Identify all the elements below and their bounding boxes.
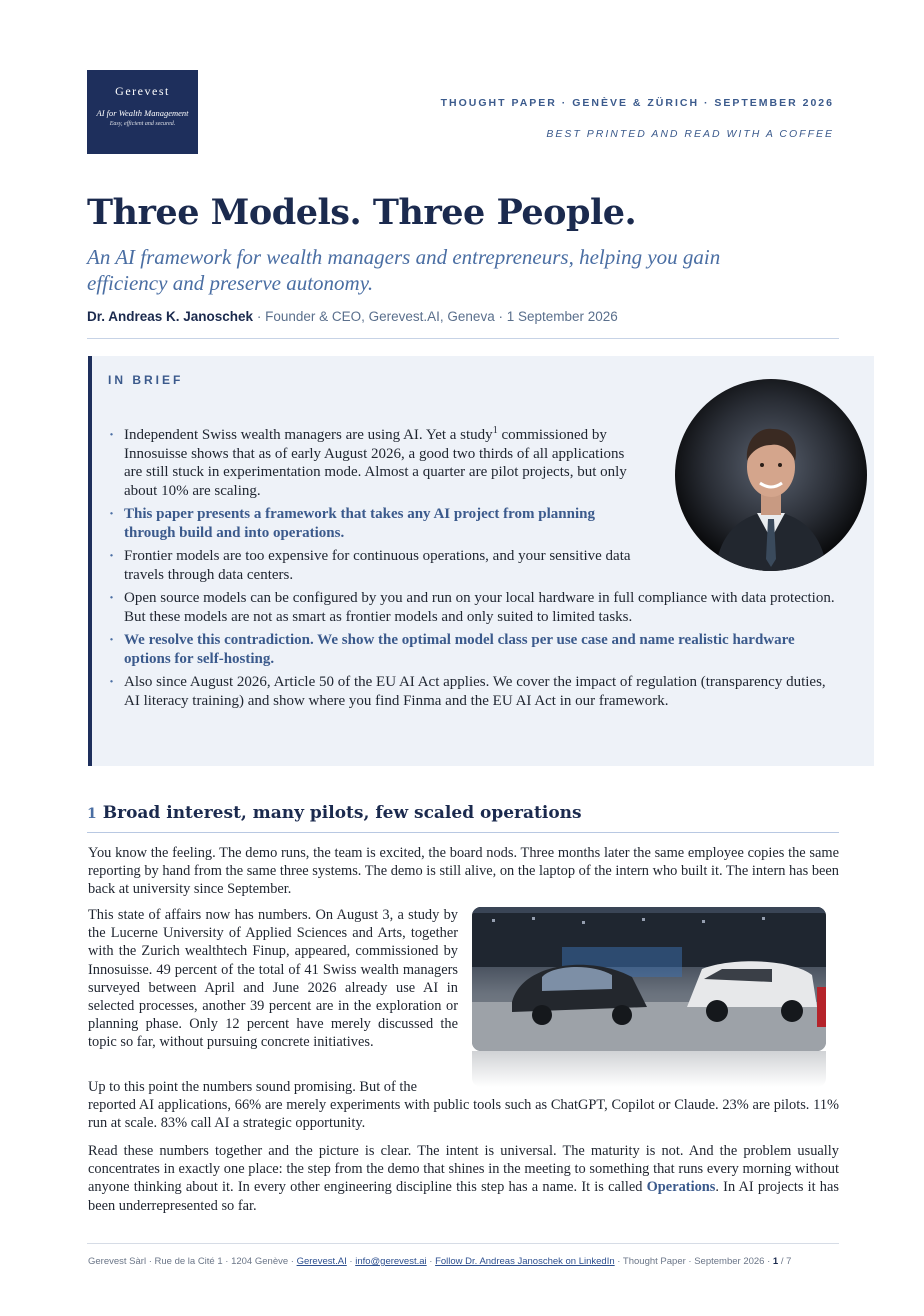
logo-name: Gerevest xyxy=(115,84,170,98)
author-name: Dr. Andreas K. Janoschek xyxy=(87,309,254,324)
paragraph: This state of affairs now has numbers. On August 3, a study by the Lucerne University of Applied Sciences and Arts, together with the Zurich wealthtech Finup, appeared, commissioned by Innosuisse. 49 percent of the total of 41 Swiss wealth managers surveyed between April and June 2026 already use AI in selected processes, another 39 percent are in the exploration or planning phase. Only 12 percent have merely discussed the topic so far, without pursuing concrete initiatives. xyxy=(88,907,458,1051)
brief-item: · We resolve this contradiction. We show the optimal model class per use case and name realistic hardware options for self-hosting. xyxy=(107,631,824,668)
header-note: BEST PRINTED AND READ WITH A COFFEE xyxy=(546,128,834,140)
logo-tagline: AI for Wealth Management xyxy=(96,108,189,118)
section-heading xyxy=(87,803,582,823)
page-subtitle: An AI framework for wealth managers and entrepreneurs, helping you gain efficiency and preserve autonomy. xyxy=(87,245,721,295)
brief-item: · Also since August 2026, Article 50 of the EU AI Act applies. We cover the impact of regulation (transparency duties, AI literacy training) and show where you find Finma and the EU AI Act in our framework. xyxy=(107,673,840,710)
website-link[interactable]: Gerevest.AI xyxy=(296,1256,347,1267)
page-number: 1 xyxy=(772,1256,779,1267)
header-kicker: THOUGHT PAPER · GENÈVE & ZÜRICH · SEPTEMBER 2026 xyxy=(440,97,834,109)
email-link[interactable]: info@gerevest.ai xyxy=(355,1256,427,1267)
brief-item: · Open source models can be configured by you and run on your local hardware in full compliance with data protection. But these models are not as smart as frontier models and only suited to limited tasks. xyxy=(107,589,836,626)
title-divider xyxy=(87,338,839,339)
brief-list xyxy=(107,426,840,715)
in-brief-box xyxy=(88,356,874,766)
section-number: 1 xyxy=(87,806,97,822)
brief-item: · Independent Swiss wealth managers are using AI. Yet a study$^1$ commissioned by Innosuisse shows that as of early August 2026, a good two thirds of all applications are still stuck in experimentation mode. Almost a quarter are pilot projects, but only about 10% are scaling. xyxy=(107,426,644,500)
page-title: Three Models. Three People. xyxy=(87,192,637,233)
footnote-marker[interactable]: 1 xyxy=(492,425,498,436)
exhibition-photo xyxy=(472,907,826,1051)
logo-subtag: Easy, efficient and secured. xyxy=(109,121,176,127)
page-total: / 7 xyxy=(778,1256,792,1267)
operations-term: Operations xyxy=(646,1179,716,1196)
in-brief-label: IN BRIEF xyxy=(108,373,184,387)
linkedin-link[interactable]: Follow Dr. Andreas Janoschek on LinkedIn xyxy=(435,1256,615,1267)
paragraph: Read these numbers together and the picture is clear. The intent is universal. The maturity is not. And the problem usually concentrates in exactly one place: the step from the demo that shines in the meeting to something that runs every morning without anyone thinking about it. In every other engineering discipline this step has a name. It is called Operations. In AI projects it has been underrepresented so far. xyxy=(88,1143,839,1214)
section-divider xyxy=(87,832,839,833)
brief-item: · This paper presents a framework that takes any AI project from planning through build and into operations. xyxy=(107,505,644,542)
footer-meta: · Thought Paper · September 2026 · xyxy=(614,1256,773,1267)
paragraph: You know the feeling. The demo runs, the team is excited, the board nods. Three months later the same employee copies the same reporting by hand from the same three systems. The demo is still alive, on the laptop of the intern who built it. The intern has been back at university since September. xyxy=(88,845,839,898)
brief-item: · Frontier models are too expensive for continuous operations, and your sensitive data travels through data centers. xyxy=(107,547,654,584)
paragraph: Up to this point the numbers sound promising. But of the reported AI applications, 66% are merely experiments with public tools such as ChatGPT, Copilot or Claude. 23% are pilots. 11% run at scale. 83% call AI a strategic opportunity. xyxy=(88,1079,839,1132)
page-footer: Gerevest Sàrl · Rue de la Cité 1 · 1204 Genève · Gerevest.AI · info@gerevest.ai · Follow Dr. Andreas Janoschek on LinkedIn · Thought Paper · September 2026 · 1 / 7 xyxy=(88,1256,792,1267)
footer-divider xyxy=(87,1243,839,1244)
section-title: Broad interest, many pilots, few scaled operations xyxy=(102,803,582,823)
exhibition-photo-drawing xyxy=(472,907,826,1051)
gerevest-logo xyxy=(87,70,198,154)
byline xyxy=(87,309,618,324)
footer-company: Gerevest Sàrl · Rue de la Cité 1 · 1204 Genève · xyxy=(88,1256,297,1267)
author-role-date: · Founder & CEO, Gerevest.AI, Geneva · 1 September 2026 xyxy=(256,309,618,324)
